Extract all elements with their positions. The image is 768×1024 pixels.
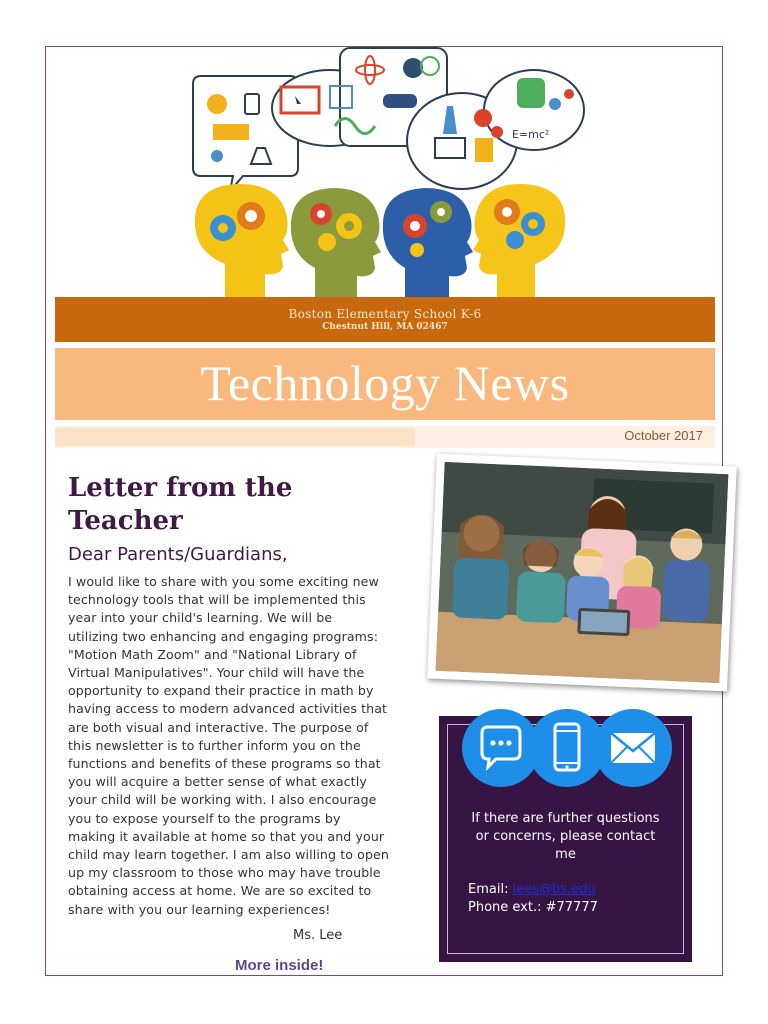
date-strip-accent [55,428,415,446]
school-name: Boston Elementary School K-6 [288,307,482,321]
letter-heading-line2: Teacher [68,506,183,536]
letter-line: year into your child's learning. We will be [68,610,333,626]
letter-line: functions and benefits of these programs so that [68,756,381,772]
newsletter-title: Technology News [200,355,570,411]
letter-line: up my classroom to those who may have trouble [68,865,381,881]
letter-heading [68,472,368,538]
letter-line: Virtual Manipulatives". Your child will have the [68,665,365,681]
issue-date: October 2017 [624,428,703,443]
letter-line: child may learn together. I am also willing to open [68,847,389,863]
letter-line: you will acquire a better sense of what exactly [68,774,367,790]
letter-body [68,573,420,919]
letter-salutation: Dear Parents/Guardians, [68,544,288,565]
contact-box-inner [447,724,684,954]
mail-icon[interactable] [594,709,672,787]
letter-line: you to expose yourself to the programs by [68,810,341,826]
letter-line: I would like to share with you some exciting new [68,574,379,589]
letter-line: technology tools that will be implemented this [68,592,366,608]
letter-line: are both visual and interactive. The purpose of [68,719,369,735]
letter-line: utilizing two enhancing and engaging programs: [68,628,379,644]
school-address: Chestnut Hill, MA 02467 [322,322,448,332]
letter-line: making it available at home so that you and your [68,828,385,844]
email-link[interactable]: lees@bs.edu [512,882,596,897]
phone-line [468,900,598,915]
phone-value: #77777 [545,900,598,915]
letter-line: this newsletter is to further inform you on the [68,737,361,753]
formula-text: E=mc² [512,128,550,141]
letter-line: share with you our learning experiences! [68,901,331,917]
header-illustration [185,46,585,298]
email-line [468,882,596,897]
contact-message: If there are further questions or concerns, please contact me [471,811,660,862]
email-label: Email: [468,882,509,897]
classroom-photo [427,454,737,692]
phone-label: Phone ext.: [468,900,542,915]
letter-heading-line1: Letter from the [68,473,293,503]
signature: Ms. Lee [293,928,343,943]
more-inside-text: More inside! [235,957,324,974]
letter-line: "Motion Math Zoom" and "National Library of [68,646,357,662]
letter-line: obtaining access at home. We are so excited to [68,883,372,899]
letter-line: having access to modern advanced activities that [68,701,388,717]
classroom-photo-image [436,462,729,683]
date-strip [55,426,715,448]
school-bar [55,297,715,342]
contact-box [439,716,692,962]
letter-line: your child will be working with. I also encourage [68,792,377,808]
letter-line: opportunity to expand their practice in math by [68,683,374,699]
title-bar [55,348,715,420]
